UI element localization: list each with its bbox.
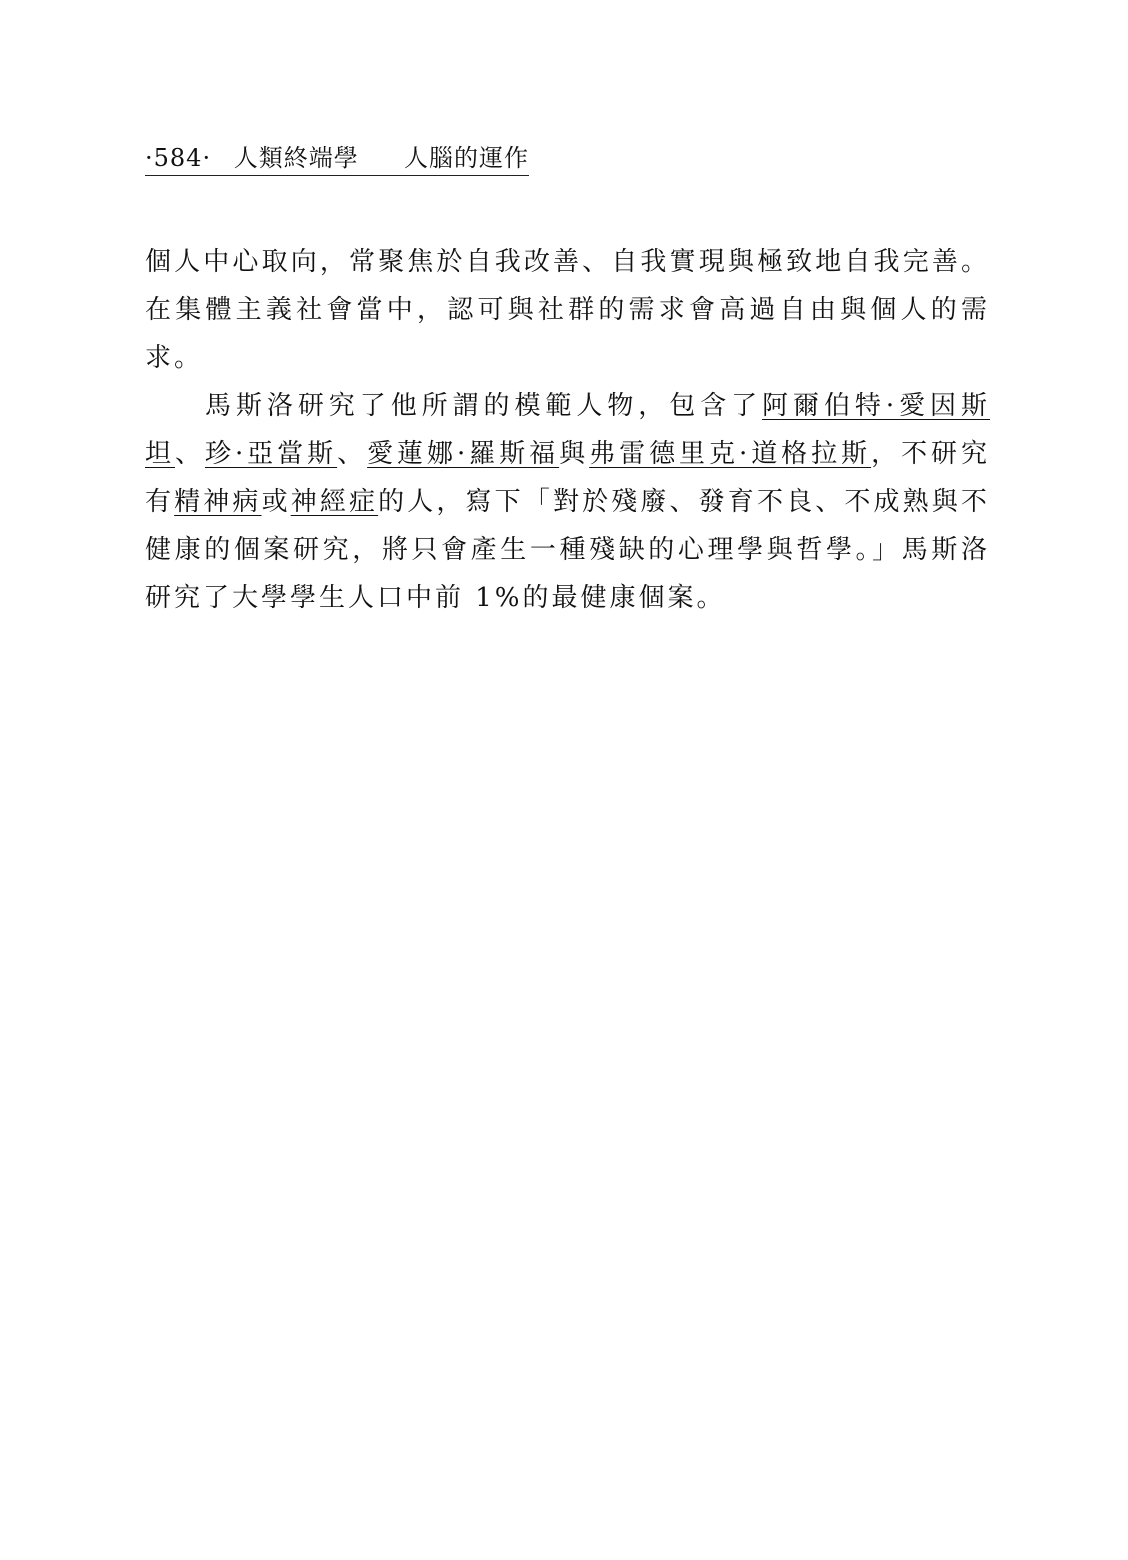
term-jane-addams: 珍·亞當斯	[204, 439, 338, 469]
text-segment: ，不研究有	[145, 439, 991, 517]
text-segment: 或	[261, 487, 291, 517]
term-einstein: 阿爾伯特·愛因斯坦	[145, 391, 990, 469]
page-number: ·584·	[145, 144, 212, 172]
text-segment: 與	[559, 439, 590, 469]
book-title: 人類終端學	[233, 144, 359, 172]
text-segment: 、	[174, 439, 205, 469]
text-segment: 的人，寫下「對於殘廢、發育不良、不成熟與不健康的個案研究，將只會產生一種殘缺的心理學與哲學。」馬斯洛研究了大學學生人口中前 1%的最健康個案。	[145, 487, 990, 613]
term-frederick-douglass: 弗雷德里克·道格拉斯	[589, 439, 872, 469]
term-psychosis: 精神病	[174, 487, 262, 517]
body-text	[145, 238, 990, 622]
term-eleanor-roosevelt: 愛蓮娜·羅斯福	[367, 439, 560, 469]
running-header	[145, 142, 529, 176]
paragraph-2	[145, 382, 990, 622]
text-segment: 、	[337, 439, 368, 469]
paragraph-1	[145, 238, 990, 382]
term-neurosis: 神經症	[290, 487, 379, 517]
text-segment: 馬斯洛研究了他所謂的模範人物，包含了	[205, 391, 763, 421]
chapter-title: 人腦的運作	[404, 144, 529, 172]
paragraph-1-text: 個人中心取向，常聚焦於自我改善、自我實現與極致地自我完善。在集體主義社會當中，認可與社群的需求會高過自由與個人的需求。	[145, 247, 990, 373]
